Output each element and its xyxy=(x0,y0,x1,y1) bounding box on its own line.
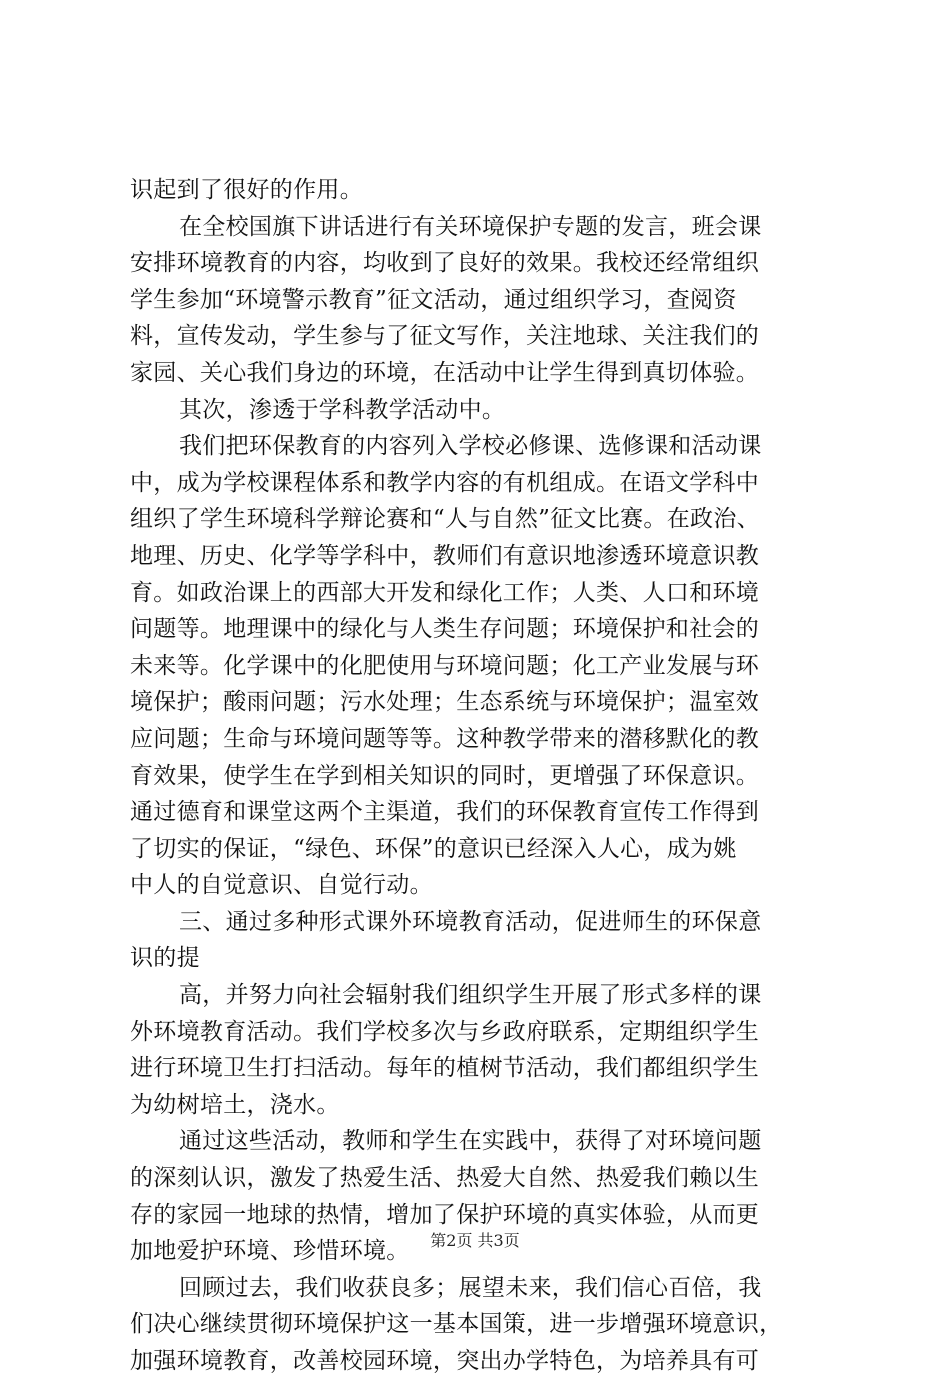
text-line: 中人的自觉意识、自觉行动。 xyxy=(130,872,433,899)
text-line: 在全校国旗下讲话进行有关环境保护专题的发言，班会课 xyxy=(179,213,762,240)
text-line: 外环境教育活动。我们学校多次与乡政府联系，定期组织学生 xyxy=(130,1018,760,1045)
page-footer xyxy=(0,1231,950,1251)
text-line: 识起到了很好的作用。 xyxy=(130,177,363,203)
body-text xyxy=(130,172,830,1380)
text-line: 中，成为学校课程体系和教学内容的有机组成。在语文学科中 xyxy=(130,469,760,496)
text-line: 应问题；生命与环境问题等等。这种教学带来的潜移默化的教 xyxy=(130,725,760,752)
text-line: 组织了学生环境科学辩论赛和“人与自然”征文比赛。在政治、 xyxy=(130,506,760,533)
text-line: 境保护；酸雨问题；污水处理；生态系统与环境保护；温室效 xyxy=(130,689,760,716)
text-line: 识的提 xyxy=(130,945,200,972)
text-line: 加强环境教育，改善校园环境，突出办学特色，为培养具有可 xyxy=(130,1348,760,1374)
text-line: 为幼树培土，浇水。 xyxy=(130,1091,340,1118)
page-number: 第2页 共3页 xyxy=(430,1231,520,1250)
text-line: 安排环境教育的内容，均收到了良好的效果。我校还经常组织 xyxy=(130,250,760,277)
text-line: 存的家园一地球的热情，增加了保护环境的真实体验，从而更 xyxy=(130,1201,760,1228)
text-line: 学生参加“环境警示教育”征文活动，通过组织学习，查阅资 xyxy=(130,286,737,313)
text-line: 们决心继续贯彻环境保护这一基本国策，进一步增强环境意识， xyxy=(130,1311,783,1338)
text-line: 家园、关心我们身边的环境，在活动中让学生得到真切体验。 xyxy=(130,359,760,386)
text-line: 三、通过多种形式课外环境教育活动，促进师生的环保意 xyxy=(179,908,762,935)
text-line: 育效果，使学生在学到相关知识的同时，更增强了环保意识。 xyxy=(130,762,760,789)
text-line: 我们把环保教育的内容列入学校必修课、选修课和活动课 xyxy=(179,433,762,460)
text-line: 进行环境卫生打扫活动。每年的植树节活动，我们都组织学生 xyxy=(130,1055,760,1082)
text-line: 地理、历史、化学等学科中，教师们有意识地渗透环境意识教 xyxy=(130,542,760,569)
text-line: 其次，渗透于学科教学活动中。 xyxy=(179,396,506,423)
text-line: 加地爱护环境、珍惜环境。 xyxy=(130,1238,410,1265)
text-line: 通过这些活动，教师和学生在实践中，获得了对环境问题 xyxy=(179,1128,762,1155)
text-line: 高，并努力向社会辐射我们组织学生开展了形式多样的课 xyxy=(179,982,762,1009)
text-line: 未来等。化学课中的化肥使用与环境问题；化工产业发展与环 xyxy=(130,652,760,679)
text-line: 育。如政治课上的西部大开发和绿化工作；人类、人口和环境 xyxy=(130,579,760,606)
text-line: 问题等。地理课中的绿化与人类生存问题；环境保护和社会的 xyxy=(130,616,760,643)
text-line: 的深刻认识，激发了热爱生活、热爱大自然、热爱我们赖以生 xyxy=(130,1165,760,1192)
text-line: 回顾过去，我们收获良多；展望未来，我们信心百倍，我 xyxy=(179,1274,762,1301)
text-line: 通过德育和课堂这两个主渠道，我们的环保教育宣传工作得到 xyxy=(130,799,760,826)
text-line: 了切实的保证，“绿色、环保”的意识已经深入人心，成为姚 xyxy=(130,835,737,862)
text-line: 料，宣传发动，学生参与了征文写作，关注地球、关注我们的 xyxy=(130,323,760,350)
